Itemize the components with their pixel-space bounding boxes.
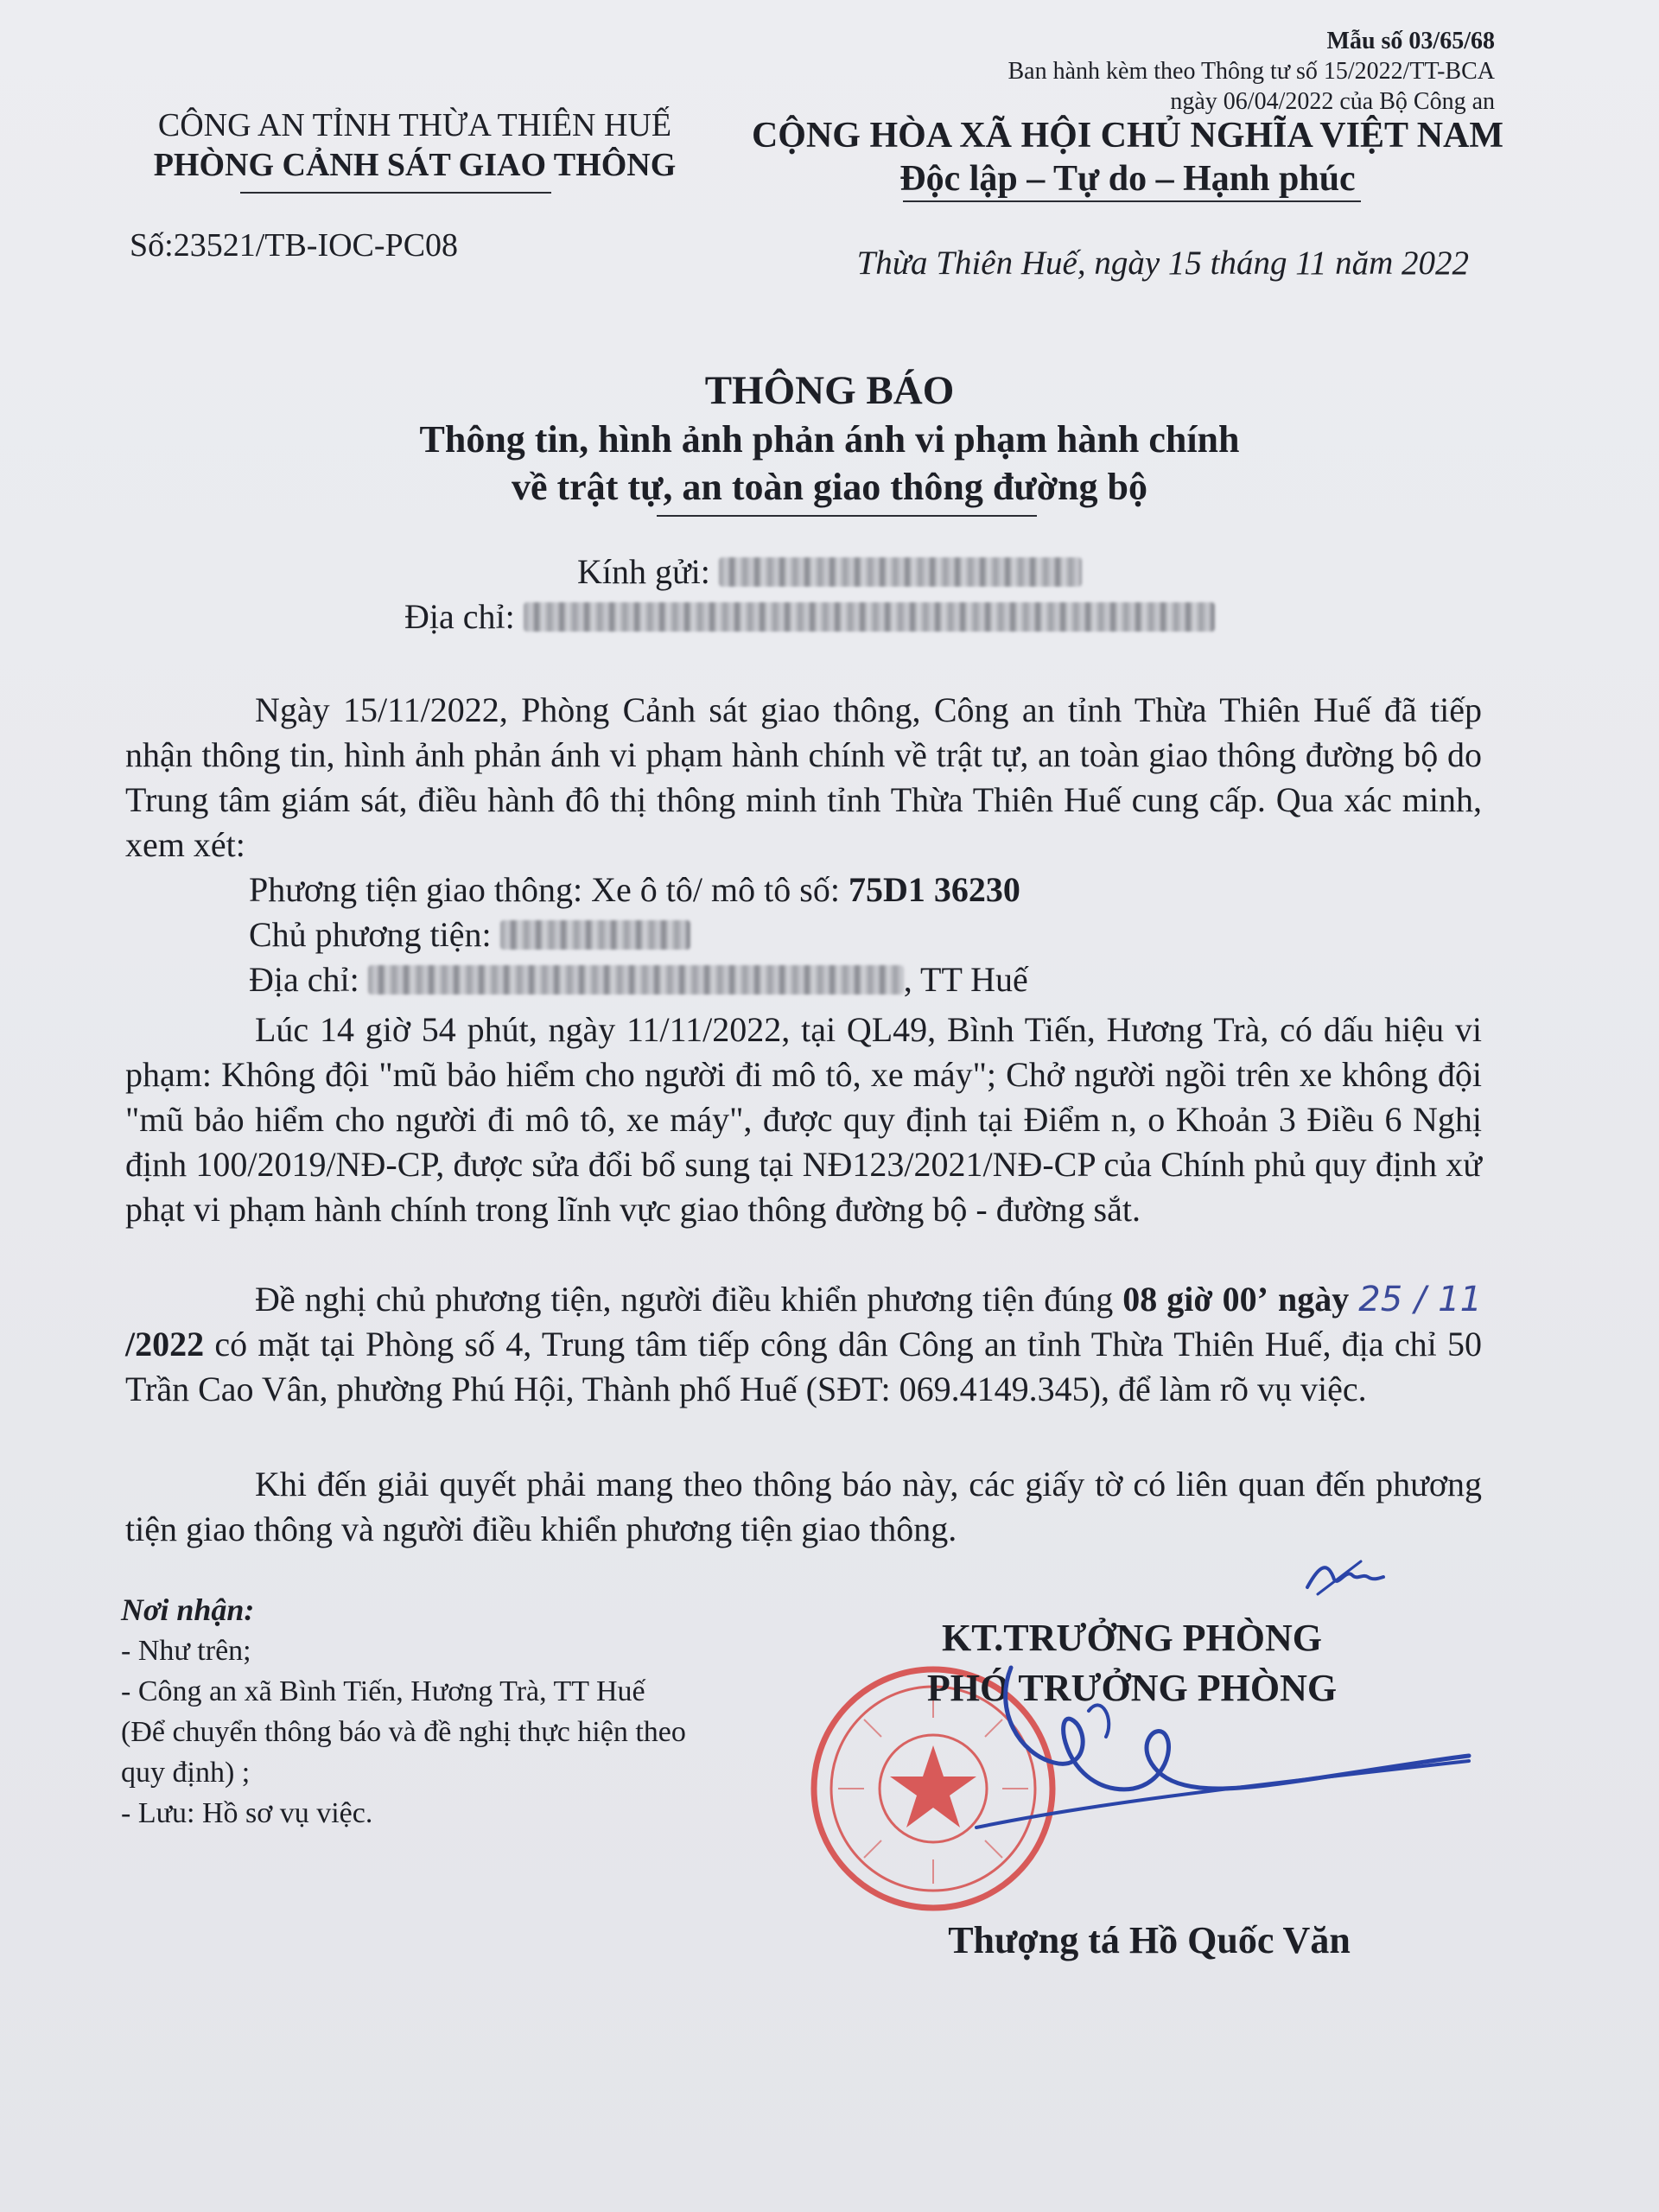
document-number: Số:23521/TB-IOC-PC08 [130, 227, 459, 264]
recipient-item: - Lưu: Hồ sơ vụ việc. [121, 1797, 373, 1829]
redacted-addressee [719, 557, 1082, 587]
owner-address-label: Địa chỉ: [249, 960, 359, 999]
addressee-address-label: Địa chỉ: [404, 597, 515, 636]
addressee-label: Kính gửi: [577, 552, 710, 591]
nation-name: CỘNG HÒA XÃ HỘI CHỦ NGHĨA VIỆT NAM [751, 116, 1504, 156]
agency-header [121, 105, 709, 185]
document-title: THÔNG BÁO [704, 368, 955, 413]
body-paragraph-3: Đề nghị chủ phương tiện, người điều khiển phương tiện đúng 08 giờ 00’ ngày 25 / 11 /2022 có mặt tại Phòng số 4, Trung tâm tiếp công dân Công an tỉnh Thừa Thiên Huế, địa chỉ 50 Trần Cao Vân, phường Phú Hội, Thành phố Huế (SĐT: 069.4149.345), để làm rõ vụ việc. [125, 1280, 1483, 1408]
owner-label: Chủ phương tiện: [249, 915, 492, 954]
recipients-heading: Nơi nhận: [121, 1592, 255, 1627]
signer-title-2: PHÓ TRƯỞNG PHÒNG [926, 1667, 1338, 1709]
national-header [739, 114, 1516, 200]
body-paragraph-2: Lúc 14 giờ 54 phút, ngày 11/11/2022, tại QL49, Bình Tiến, Hương Trà, có dấu hiệu vi phạm: Không đội "mũ bảo hiểm cho người đi mô tô, xe máy"; Chở người ngồi trên xe không đội "mũ bảo hiểm cho người đi mô tô, xe máy", được quy định tại Điểm n, o Khoản 3 Điều 6 Nghị định 100/2019/NĐ-CP, được sửa đổi bổ sung tại NĐ123/2021/NĐ-CP của Chính phủ quy định xử phạt vi phạm hành chính trong lĩnh vực giao thông đường bộ - đường sắt. [125, 1010, 1482, 1229]
nation-motto: Độc lập – Tự do – Hạnh phúc [899, 159, 1356, 199]
body-paragraph-4: Khi đến giải quyết phải mang theo thông báo này, các giấy tờ có liên quan đến phương tiện giao thông và người điều khiển phương tiện giao thông. [125, 1465, 1482, 1548]
redacted-owner [500, 920, 690, 950]
vehicle-line [249, 869, 1020, 910]
body-paragraph-1: Ngày 15/11/2022, Phòng Cảnh sát giao thông, Công an tỉnh Thừa Thiên Huế đã tiếp nhận thông tin, hình ảnh phản ánh vi phạm hành chính về trật tự, an toàn giao thông đường bộ do Trung tâm giám sát, điều hành đô thị thông minh tỉnh Thừa Thiên Huế cung cấp. Qua xác minh, xem xét: [125, 690, 1482, 864]
handwritten-initial [1300, 1542, 1387, 1603]
appointment-time: 08 giờ 00’ [1122, 1280, 1268, 1319]
redacted-owner-address [368, 965, 904, 995]
document-subtitle-1: Thông tin, hình ảnh phản ánh vi phạm hành chính [419, 418, 1240, 461]
owner-line [249, 914, 690, 955]
motto-underline [903, 200, 1361, 202]
agency-unit: PHÒNG CẢNH SÁT GIAO THÔNG [153, 147, 677, 183]
agency-parent: CÔNG AN TỈNH THỪA THIÊN HUẾ [157, 107, 672, 143]
form-reference [899, 26, 1495, 117]
signer-title-1: KT.TRƯỞNG PHÒNG [942, 1617, 1322, 1659]
form-number: Mẫu số 03/65/68 [1326, 28, 1495, 54]
redacted-address [524, 602, 1215, 632]
vehicle-plate: 75D1 36230 [848, 870, 1020, 909]
vehicle-label: Phương tiện giao thông: Xe ô tô/ mô tô số: [249, 870, 840, 909]
form-issued-date: ngày 06/04/2022 của Bộ Công an [1170, 88, 1495, 115]
handwritten-signature [959, 1659, 1478, 1866]
recipient-item: (Để chuyển thông báo và đề nghị thực hiện theo [121, 1716, 686, 1748]
agency-underline [240, 192, 551, 194]
form-issued-with: Ban hành kèm theo Thông tư số 15/2022/TT-BCA [1007, 58, 1495, 85]
recipients-block [121, 1590, 778, 1834]
document-subtitle-2: về trật tự, an toàn giao thông đường bộ [511, 466, 1147, 508]
recipient-item: - Như trên; [121, 1635, 251, 1667]
signer-name: Thượng tá Hồ Quốc Văn [948, 1919, 1351, 1961]
place-date: Thừa Thiên Huế, ngày 15 tháng 11 năm 2022 [856, 245, 1469, 282]
owner-address-suffix: , TT Huế [903, 960, 1028, 999]
recipient-item: - Công an xã Bình Tiến, Hương Trà, TT Huế [121, 1675, 645, 1707]
owner-address-line [249, 959, 1028, 1000]
addressee-line [577, 551, 1082, 592]
recipient-item: quy định) ; [121, 1757, 251, 1789]
addressee-address-line [404, 596, 1215, 637]
title-underline [657, 515, 1037, 517]
handwritten-date: 25 / 11 [1358, 1280, 1483, 1319]
